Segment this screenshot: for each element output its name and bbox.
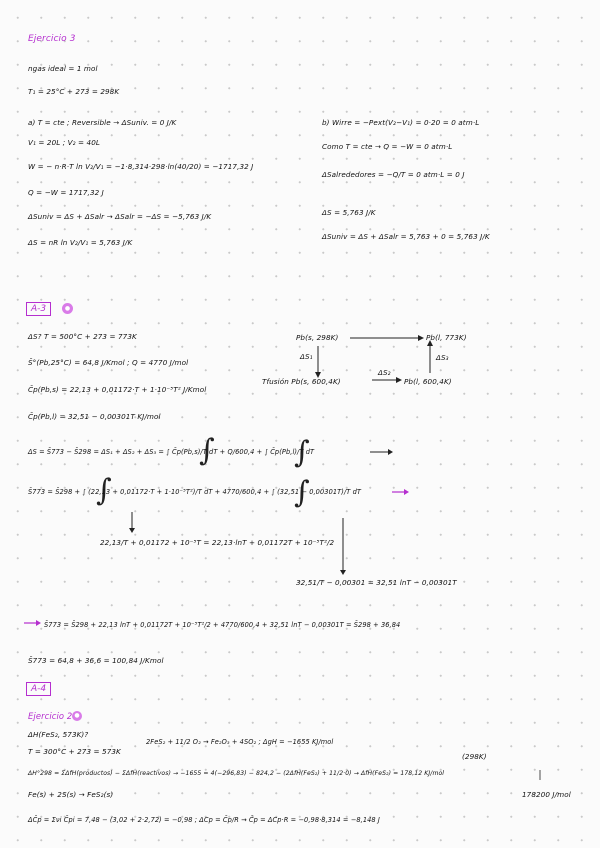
svg-text:∫: ∫ (96, 473, 112, 508)
ex3-line2: T₁ = 25°C + 273 = 298K (28, 87, 120, 96)
ex3-a2: V₁ = 20L ; V₂ = 40L (28, 138, 100, 147)
a3-diag-ds2: ΔS₂ (378, 368, 391, 377)
ex3-line1: ngas ideal = 1 mol (28, 64, 98, 73)
a3-marker-icon: ● (62, 303, 73, 314)
ex3-a5: ΔSuniv = ΔS + ΔSalr → ΔSalr = −ΔS = −5,763 J/K (28, 212, 212, 221)
a3-entropy-result: S̄773 = S̄298 + 22,13 lnT + 0,01172T + 10⁻⁵T²/2 + 4770/600,4 + 32,51 lnT − 0,00301T = S̄298 + 36,84 (44, 621, 401, 629)
ex3-title: Ejercicio 3 (28, 34, 76, 44)
a3-line1: ΔS? T = 500°C + 273 = 773K (28, 332, 137, 341)
a3-line4: C̄p(Pb,l) = 32,51 − 0,00301T KJ/mol (28, 412, 161, 421)
a4-enthalpy-line: ΔH°298 = ΣΔfH(productos) − ΣΔfH(reactivos) → −1655 = 4(−296,83) − 824,2 − (2ΔfH(FeS₂) + 11/2·0) → ΔfH(FeS₂) = 178,12 KJ/mol (28, 770, 445, 777)
a3-line3: C̄p(Pb,s) = 22,13 + 0,01172·T + 1·10⁻⁵T² J/Kmol (28, 385, 207, 394)
svg-text:∫: ∫ (294, 475, 310, 510)
a3-entropy-integral: S̄773 = S̄298 + ∫ (22,13 + 0,01172·T + 1·10⁻⁵T²)/T dT + 4770/600,4 + ∫ (32,51 − 0,00301T)/T dT (28, 488, 362, 496)
a4-line2: T = 300°C + 273 = 573K (28, 747, 121, 756)
a3-diag-ds1: ΔS₁ (300, 352, 313, 361)
svg-text:∫: ∫ (294, 435, 310, 470)
a3-entropy-final: S̄773 = 64,8 + 36,6 = 100,84 J/Kmol (28, 656, 164, 665)
a4-tag: A-4 (26, 682, 51, 696)
a4-line1: ΔH(FeS₂, 573K)? (28, 730, 89, 739)
a4-note-temperature: (298K) (462, 752, 487, 761)
a3-diag-bottom-right: Pb(l, 600,4K) (404, 377, 452, 386)
a4-marker-icon: ● (72, 711, 82, 721)
a3-line2: S̄°(Pb,25°C) = 64,8 J/Kmol ; Q = 4770 J/mol (28, 358, 189, 367)
ex3-b5: ΔSuniv = ΔS + ΔSalr = 5,763 + 0 = 5,763 J/K (322, 232, 490, 241)
a4-heat-capacity: ΔC̄p = Σνi C̄pi = 7,48 − (3,02 + 2·2,72) = −0,98 ; ΔCp = C̄p/R → C̄p = ΔCp·R = −0,98·8,314 = −8,148 J (28, 816, 380, 824)
ex3-b3: ΔSalrededores = −Q/T = 0 atm·L = 0 J (322, 170, 465, 179)
a3-diag-bottom-left: Tfusión Pb(s, 600,4K) (262, 377, 341, 386)
a3-entropy-sum: ΔS = S̄773 − S̄298 = ΔS₁ + ΔS₂ + ΔS₃ = ∫ C̄p(Pb,s)/T dT + Q/600,4 + ∫ C̄p(Pb,l)/T dT (28, 448, 315, 456)
a4-title: Ejercicio 2 (28, 711, 73, 721)
ex3-b1: b) Wirre = −Pext(V₂−V₁) = 0·20 = 0 atm·L (322, 118, 480, 127)
a4-note-joules: 178200 J/mol (522, 790, 571, 799)
ex3-a6: ΔS = nR ln V₂/V₁ = 5,763 J/K (28, 238, 133, 247)
a3-tag: A-3 (26, 302, 51, 316)
a4-reaction: 2FeS₂ + 11/2 O₂ → Fe₂O₃ + 4SO₂ ; ΔgH = −1655 KJ/mol (146, 738, 334, 746)
a3-liquid-integration: 32,51/T − 0,00301 = 32,51 lnT − 0,00301T (296, 578, 457, 587)
a3-solid-integration: 22,13/T + 0,01172 + 10⁻⁵T = 22,13·lnT + 0,01172T + 10⁻⁵T²/2 (100, 538, 335, 547)
ex3-b4: ΔS = 5,763 J/K (322, 208, 376, 217)
a4-formation-reaction: Fe(s) + 2S(s) → FeS₂(s) (28, 790, 114, 799)
a3-diag-top-right: Pb(l, 773K) (426, 333, 467, 342)
ex3-a4: Q = −W = 1717,32 J (28, 188, 104, 197)
a3-diag-ds3: ΔS₃ (436, 353, 449, 362)
a3-diag-top-left: Pb(s, 298K) (296, 333, 339, 342)
svg-text:∫: ∫ (199, 433, 215, 468)
ex3-b2: Como T = cte → Q = −W = 0 atm·L (322, 142, 453, 151)
ex3-a3: W = − n·R·T ln V₂/V₁ = −1·8,314·298·ln(40/20) = −1717,32 J (28, 162, 254, 171)
ex3-a1: a) T = cte ; Reversible → ΔSuniv. = 0 J/K (28, 118, 177, 127)
